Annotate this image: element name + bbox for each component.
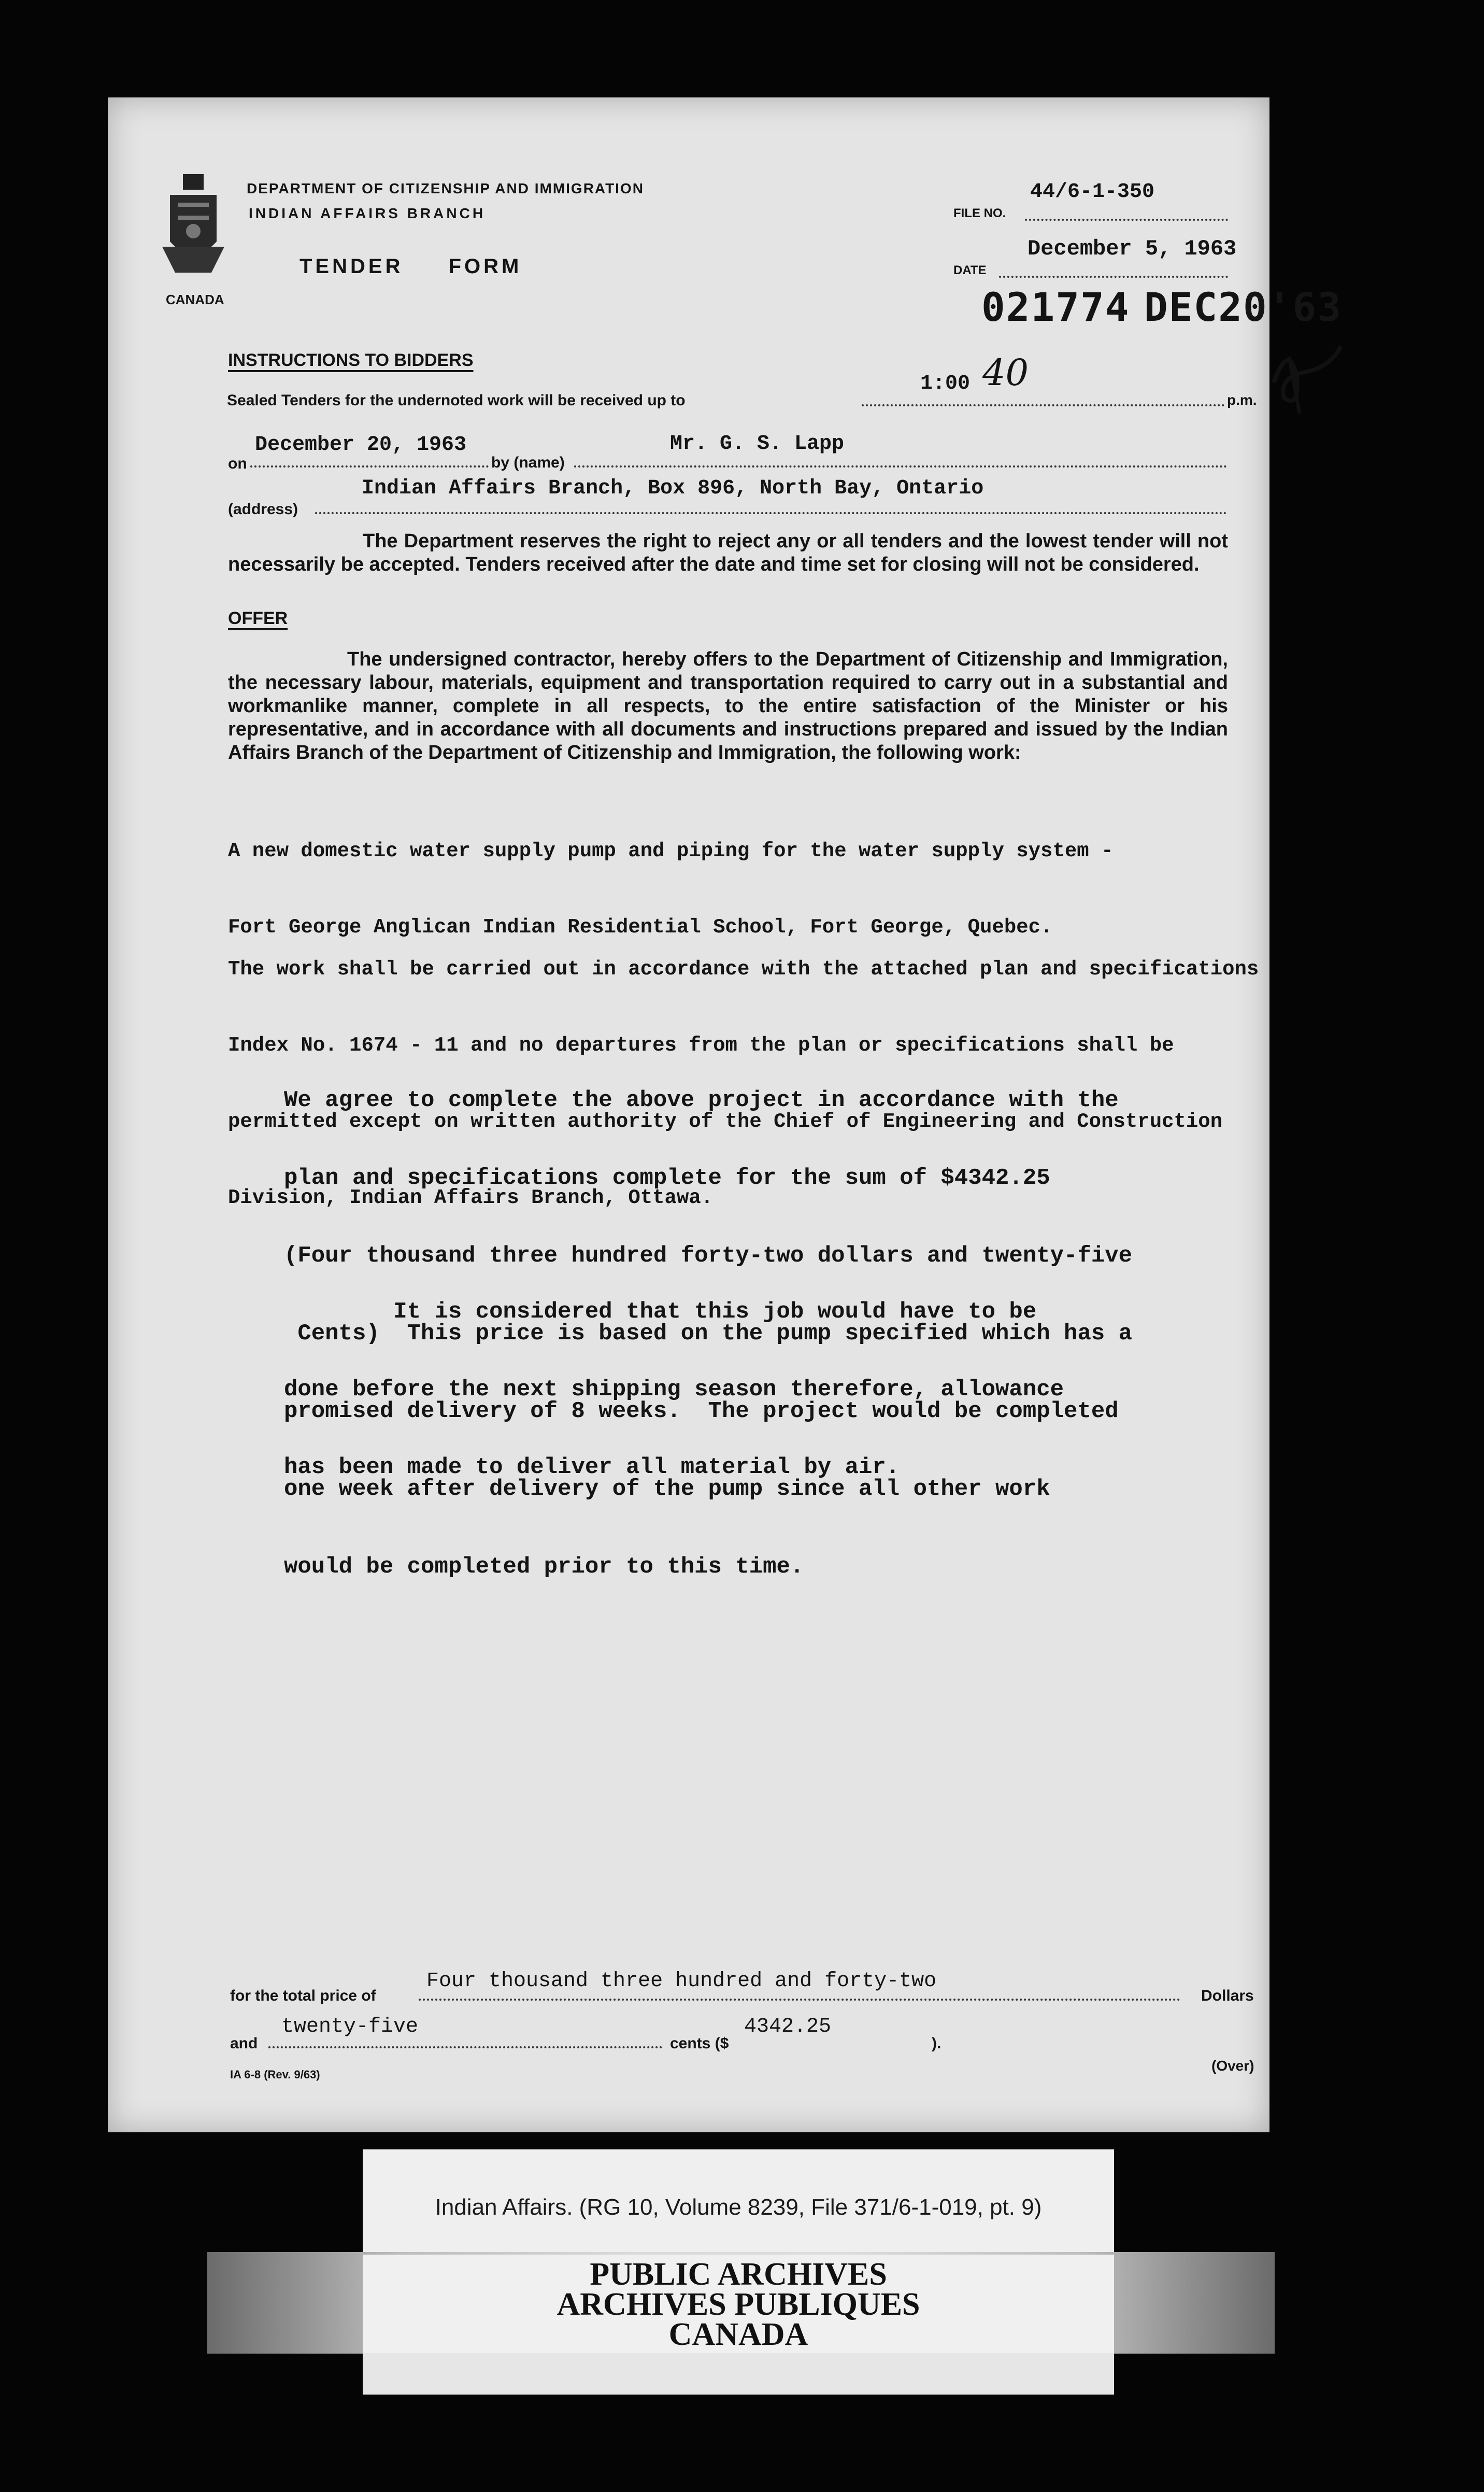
agreement-line: promised delivery of 8 weeks. The project would be completed bbox=[284, 1398, 1119, 1424]
conditions-line: The work shall be carried out in accordance with the attached plan and specifications bbox=[228, 958, 1259, 981]
by-name-line bbox=[574, 465, 1227, 468]
archive-citation-card bbox=[363, 2149, 1114, 2266]
time-line bbox=[862, 404, 1224, 406]
time-suffix: p.m. bbox=[1227, 392, 1257, 408]
conditions-line: permitted except on written authority of the Chief of Engineering and Construction bbox=[228, 1110, 1223, 1133]
form-code: IA 6-8 (Rev. 9/63) bbox=[230, 2068, 320, 2081]
work-line: Fort George Anglican Indian Residential School, Fort George, Quebec. bbox=[228, 916, 1053, 939]
date-label: DATE bbox=[953, 263, 987, 277]
archive-card-base bbox=[363, 2353, 1114, 2395]
amount-close: ). bbox=[932, 2035, 941, 2052]
cents-line bbox=[268, 2046, 662, 2048]
and-label: and bbox=[230, 2035, 258, 2052]
agreement-line: plan and specifications complete for the sum of $4342.25 bbox=[284, 1165, 1050, 1191]
agreement-line: We agree to complete the above project in accordance with the bbox=[284, 1087, 1119, 1113]
cents-words: twenty-five bbox=[281, 2015, 419, 2038]
on-label: on bbox=[228, 455, 247, 472]
archive-line-1: PUBLIC ARCHIVES bbox=[590, 2257, 887, 2292]
amount-figures: 4342.25 bbox=[744, 2015, 832, 2038]
total-price-line bbox=[419, 1999, 1180, 2001]
time-annotation: 40 bbox=[982, 351, 1029, 394]
over-label: (Over) bbox=[1211, 2058, 1254, 2074]
conditions-line: Division, Indian Affairs Branch, Ottawa. bbox=[228, 1186, 714, 1209]
by-name-label: by (name) bbox=[491, 454, 565, 471]
reserve-right-text: The Department reserves the right to reject any or all tenders and the lowest tender will not necessarily be accepted. Tenders received after the date and time set for closing will not be considered. bbox=[228, 530, 1228, 575]
address-label: (address) bbox=[228, 501, 298, 518]
country-label: CANADA bbox=[166, 292, 224, 307]
received-stamp-number: 021774 bbox=[981, 284, 1130, 330]
conditions-line: Index No. 1674 - 11 and no departures from the plan or specifications shall be bbox=[228, 1034, 1174, 1057]
branch-name: INDIAN AFFAIRS BRANCH bbox=[249, 205, 486, 221]
file-number: 44/6-1-350 bbox=[1030, 180, 1155, 204]
agreement-line: one week after delivery of the pump since all other work bbox=[284, 1476, 1050, 1502]
dollars-label: Dollars bbox=[1201, 1987, 1254, 2004]
file-no-label: FILE NO. bbox=[953, 206, 1006, 220]
address-line bbox=[315, 512, 1227, 514]
agreement-line: would be completed prior to this time. bbox=[284, 1554, 804, 1580]
file-no-line bbox=[1025, 219, 1228, 221]
recipient-address: Indian Affairs Branch, Box 896, North Bay, Ontario bbox=[362, 477, 984, 500]
handwritten-initials bbox=[1268, 336, 1346, 424]
shipping-line: has been made to deliver all material by air. bbox=[284, 1454, 900, 1480]
archive-stamp-card bbox=[363, 2255, 1114, 2353]
agreement-line: Cents) This price is based on the pump specified which has a bbox=[284, 1321, 1133, 1347]
shipping-line: done before the next shipping season therefore, allowance bbox=[284, 1377, 1064, 1403]
archive-line-3: CANADA bbox=[668, 2317, 808, 2352]
total-price-words: Four thousand three hundred and forty-two bbox=[426, 1970, 937, 1993]
archive-citation: Indian Affairs. (RG 10, Volume 8239, File 371/6-1-019, pt. 9) bbox=[435, 2194, 1042, 2220]
tender-form-page bbox=[108, 97, 1343, 2132]
on-date-line bbox=[250, 465, 489, 468]
form-date: December 5, 1963 bbox=[1028, 236, 1237, 261]
department-name: DEPARTMENT OF CITIZENSHIP AND IMMIGRATION bbox=[247, 180, 644, 196]
archive-line-2: ARCHIVES PUBLIQUES bbox=[556, 2287, 920, 2322]
received-stamp-date: DEC20'63 bbox=[1144, 284, 1343, 330]
instructions-heading: INSTRUCTIONS TO BIDDERS bbox=[228, 350, 474, 370]
date-line bbox=[999, 276, 1228, 278]
cents-label: cents ($ bbox=[670, 2035, 729, 2052]
offer-heading: OFFER bbox=[228, 608, 288, 628]
work-line: A new domestic water supply pump and piping for the water supply system - bbox=[228, 840, 1114, 862]
form-title: TENDER FORM bbox=[299, 255, 522, 278]
closing-time: 1:00 bbox=[920, 372, 971, 395]
shipping-line: It is considered that this job would have to be bbox=[284, 1299, 1037, 1325]
offer-intro-text: The undersigned contractor, hereby offers to the Department of Citizenship and Immigration, the necessary labour, materials, equipment and transportation required to carry out in a substantial and workmanlike manner, complete in all respects, to the entire satisfaction of the Minister or his representative, and in accordance with all documents and instructions prepared and issued by the Indian Affairs Branch of the Department of Citizenship and Immigration, the following work: bbox=[228, 648, 1228, 763]
shipping-note bbox=[284, 1247, 1064, 1532]
total-price-label: for the total price of bbox=[230, 1987, 376, 2004]
coat-of-arms-icon bbox=[160, 164, 227, 283]
recipient-name: Mr. G. S. Lapp bbox=[670, 432, 845, 456]
closing-date: December 20, 1963 bbox=[255, 433, 467, 457]
agreement-line: (Four thousand three hundred forty-two dollars and twenty-five bbox=[284, 1243, 1133, 1269]
sealed-tenders-text: Sealed Tenders for the undernoted work will be received up to bbox=[227, 392, 686, 409]
